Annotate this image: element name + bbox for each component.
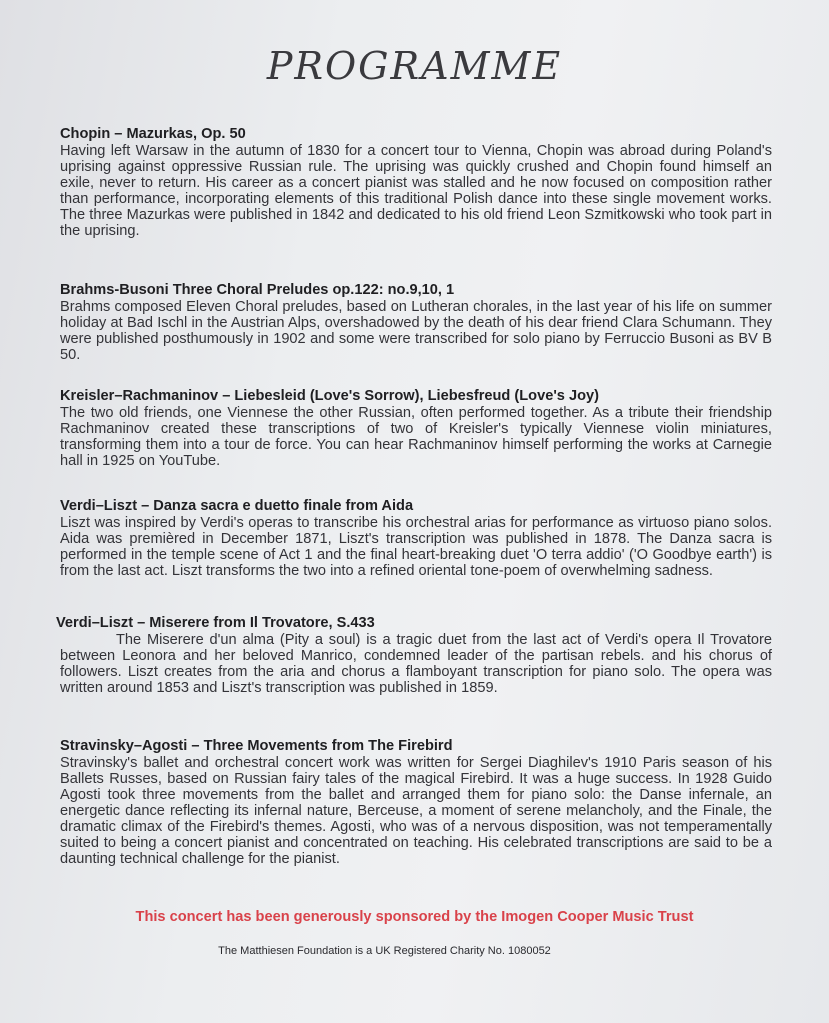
section-brahms-busoni [60,282,772,363]
section-chopin [60,126,772,239]
section-verdi-liszt-aida [60,498,772,579]
section-body: Brahms composed Eleven Choral preludes, based on Lutheran chorales, in the last year of his life on summer holiday at Bad Ischl in the Austrian Alps, overshadowed by the death of his dear friend Clara Schumann. They were published posthumously in 1902 and some were transcribed for solo piano by Ferruccio Busoni as BV B 50. [60,299,772,363]
section-body-text: The Miserere d'un alma (Pity a soul) is a tragic duet from the last act of Verdi's opera Il Trovatore between Leonora and her beloved Manrico, condemned leader of the partisan rebels. and his chorus of followers. Liszt creates from the aria and chorus a flamboyant transcription for piano solo. The opera was written around 1853 and Liszt's transcription was published in 1859. [60,632,772,696]
section-heading: Brahms-Busoni Three Choral Preludes op.122: no.9,10, 1 [60,282,455,298]
section-body: Liszt was inspired by Verdi's operas to transcribe his orchestral arias for performance as virtuoso piano solos. Aida was premièred in December 1871, Liszt's transcription was published in 1878. The Danza sacra is performed in the temple scene of Act 1 and the final heart-breaking duet 'O terra addio' ('O Goodbye earth') is from the last act. Liszt transforms the two into a refined oriental tone-poem of overwhelming sadness. [60,515,772,579]
section-heading: Chopin – Mazurkas, Op. 50 [60,126,246,142]
section-stravinsky-agosti [60,738,772,867]
section-body [60,632,772,696]
section-body: Stravinsky's ballet and orchestral concert work was written for Sergei Diaghilev's 1910 Paris season of his Ballets Russes, based on Russian fairy tales of the magical Firebird. It was a huge success. In 1928 Guido Agosti took three movements from the ballet and arranged them for piano solo: the Danse infernale, an energetic dance reflecting its infernal nature, Berceuse, a moment of serene melancholy, and the Finale, the dramatic climax of the Firebird's themes. Agosti, who was of a nervous disposition, was not temperamentally suited to being a concert pianist and concentrated on teaching. His celebrated transcriptions are said to be a daunting technical challenge for the pianist. [60,755,772,867]
section-kreisler-rachmaninov [60,388,772,469]
sponsor-notice: This concert has been generously sponsored by the Imogen Cooper Music Trust [135,909,694,925]
charity-notice: The Matthiesen Foundation is a UK Registered Charity No. 1080052 [218,945,551,957]
section-verdi-liszt-trovatore [56,615,772,696]
section-heading: Kreisler–Rachmaninov – Liebesleid (Love's Sorrow), Liebesfreud (Love's Joy) [60,388,599,404]
section-heading: Stravinsky–Agosti – Three Movements from The Firebird [60,738,453,754]
section-heading: Verdi–Liszt – Miserere from Il Trovatore, S.433 [56,615,375,631]
section-body: The two old friends, one Viennese the other Russian, often performed together. As a tribute their friendship Rachmaninov created these transcriptions of two of Kreisler's typically Viennese violin miniatures, transforming them into a tour de force. You can hear Rachmaninov himself performing the works at Carnegie hall in 1925 on YouTube. [60,405,772,469]
section-heading: Verdi–Liszt – Danza sacra e duetto finale from Aida [60,498,414,514]
section-body: Having left Warsaw in the autumn of 1830 for a concert tour to Vienna, Chopin was abroad during Poland's uprising against oppressive Russian rule. The uprising was quickly crushed and Chopin found himself an exile, never to return. His career as a concert pianist was stalled and he now focused on composition rather than performance, incorporating elements of this traditional Polish dance into these single movement works. The three Mazurkas were published in 1842 and dedicated to his old friend Leon Szmitkowski who took part in the uprising. [60,143,772,239]
page-title: PROGRAMME [266,44,563,88]
